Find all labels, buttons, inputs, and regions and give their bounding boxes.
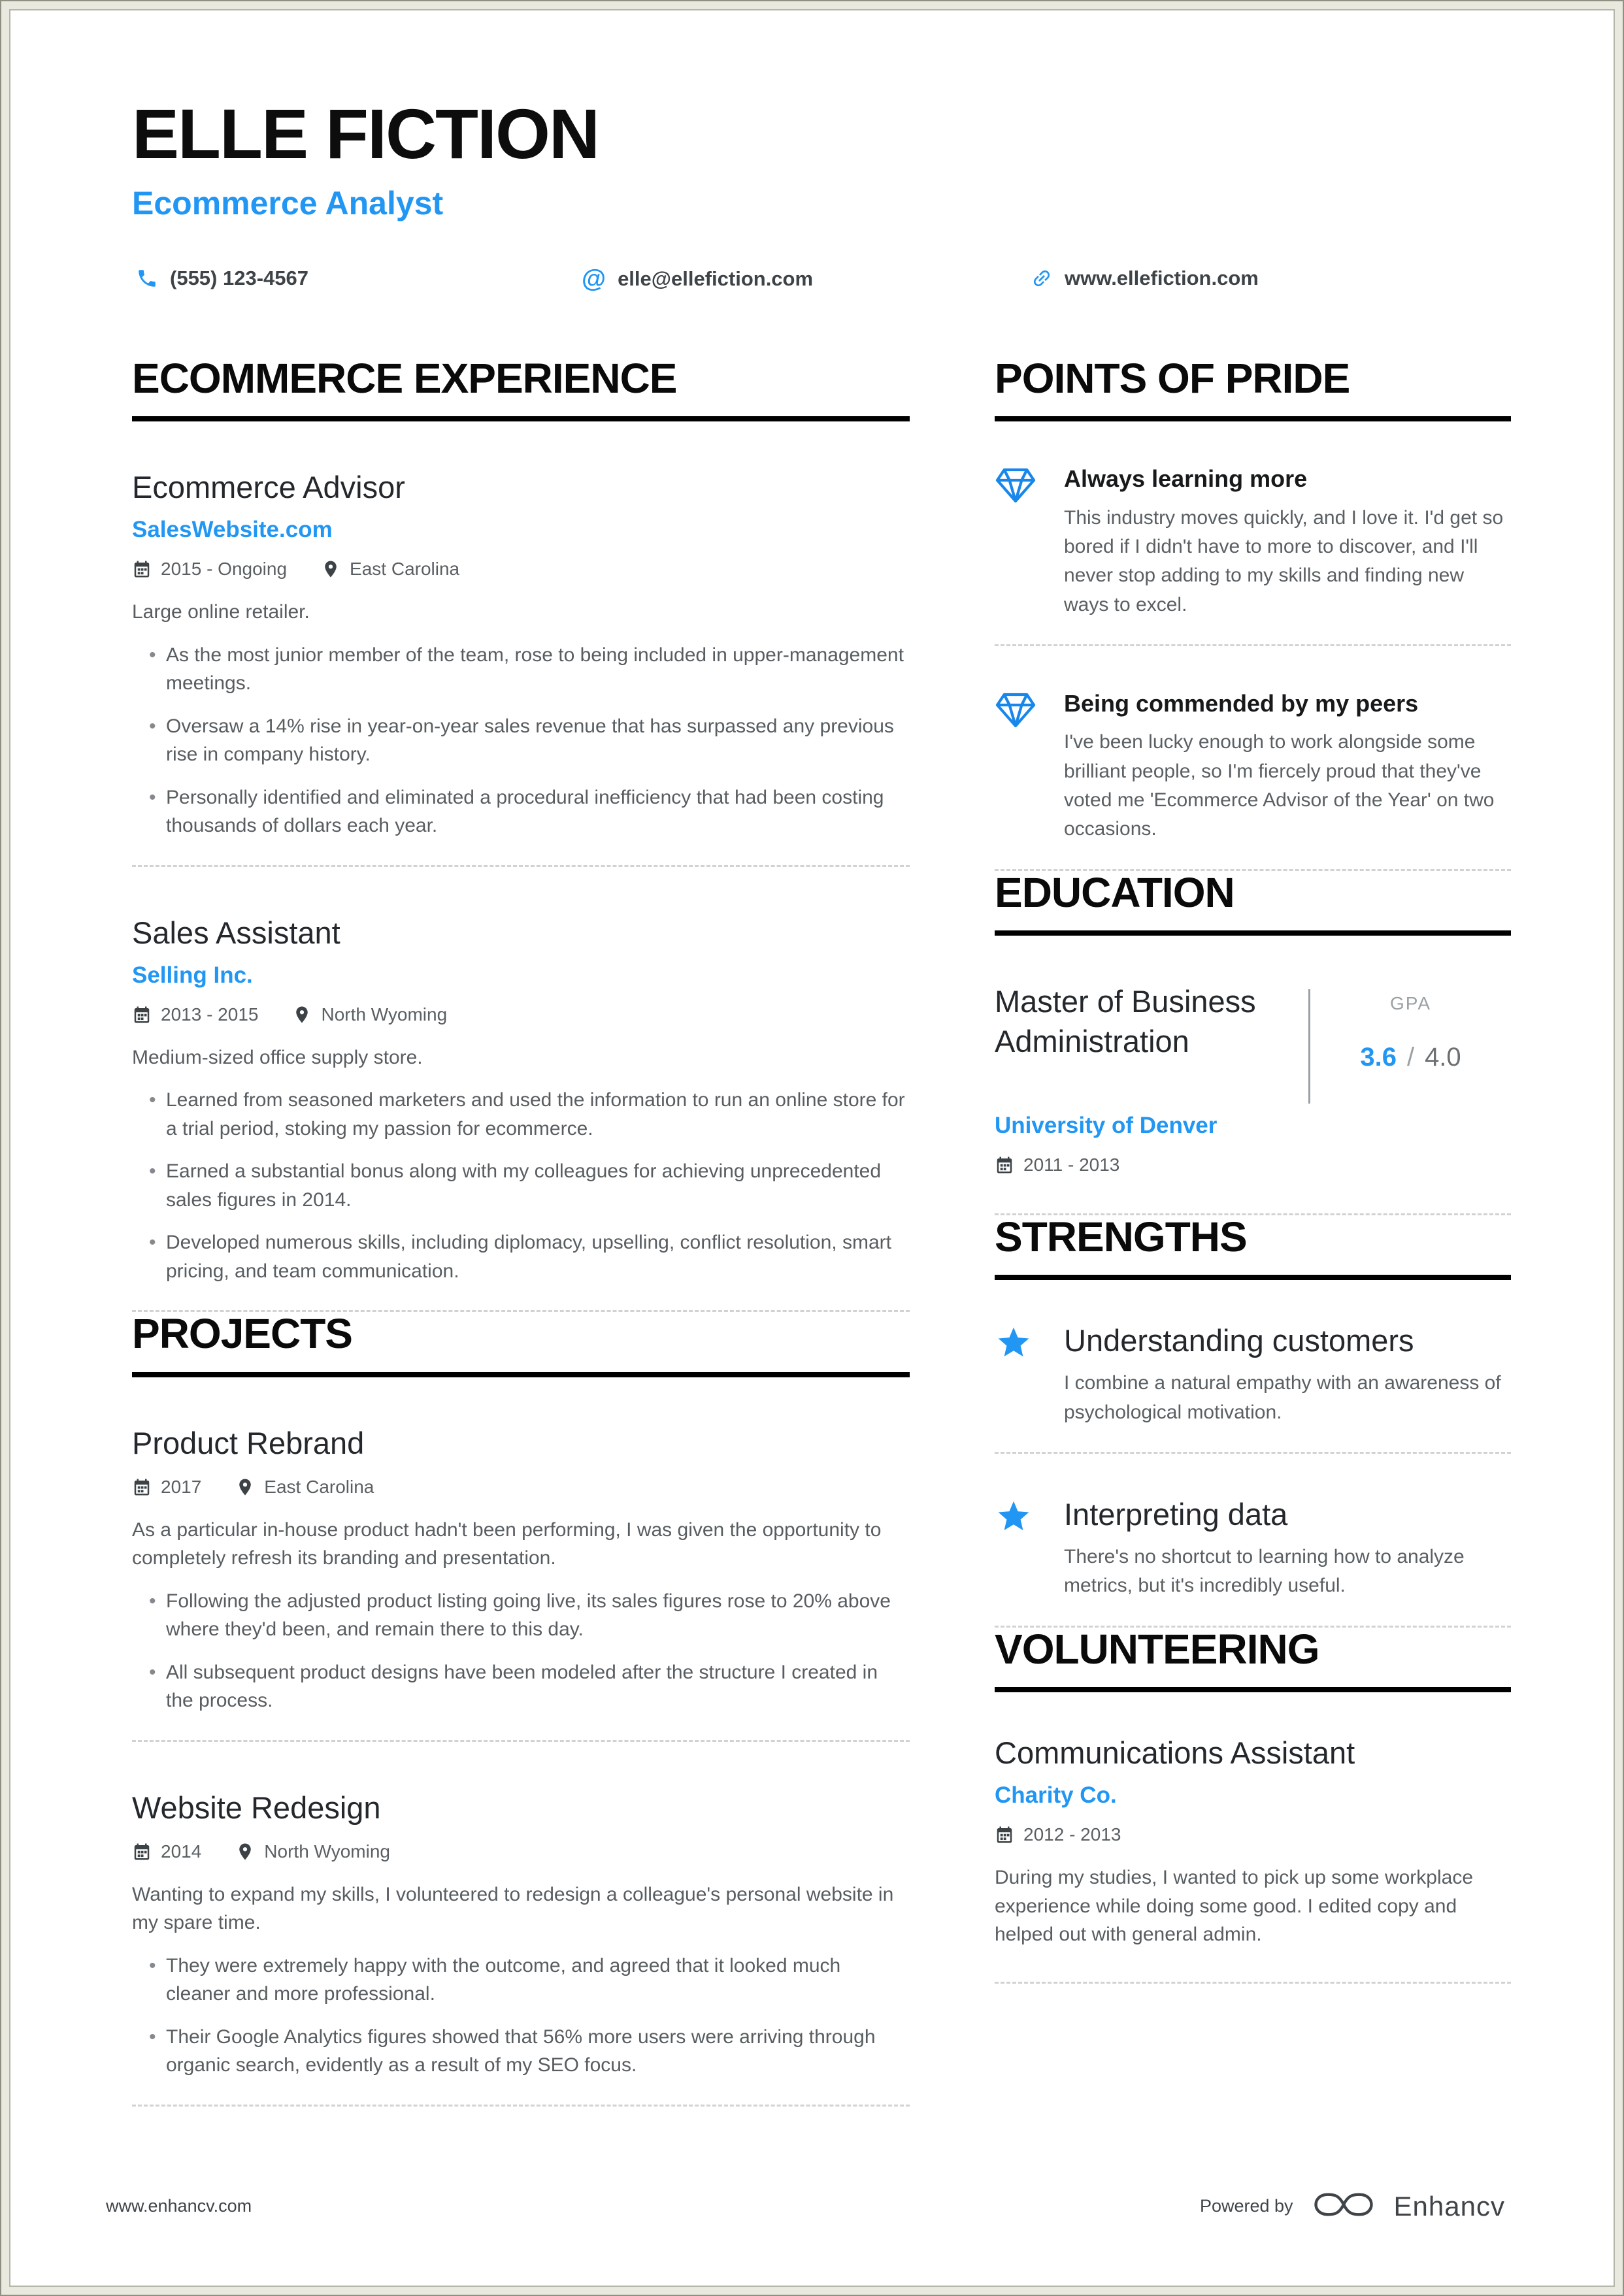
left-column [132, 357, 910, 2107]
strength-text: There's no shortcut to learning how to analyze metrics, but it's incredibly useful. [1064, 1546, 1465, 1597]
gpa-max: 4.0 [1425, 1043, 1461, 1072]
calendar-icon [995, 1825, 1014, 1845]
volunteering-meta [995, 1824, 1511, 1845]
volunteering-summary: During my studies, I wanted to pick up some workplace experience while doing some good. I edited copy and helped out with general admin. [995, 1867, 1473, 1946]
job-bullet: • Learned from seasoned marketers and used the information to run an online store for a trial period, stoking my passion for ecommerce. [132, 1086, 910, 1143]
pride-item-body [1064, 465, 1511, 619]
job-entry-sales-assistant [132, 915, 910, 1286]
project-summary: As a particular in-house product hadn't been performing, I was given the opportunity to completely refresh its branding and presentation. [132, 1518, 882, 1569]
strength-text: I combine a natural empathy with an awareness of psychological motivation. [1064, 1372, 1501, 1423]
volunteering-dates: 2012 - 2013 [1023, 1824, 1121, 1845]
project-title: Product Rebrand [132, 1425, 365, 1460]
project-bullet-list [132, 1952, 910, 2080]
job-bullet: • Personally identified and eliminated a procedural inefficiency that had been costing thousands of dollars each year. [132, 783, 910, 840]
project-meta [132, 1841, 910, 1862]
gpa-slash: / [1406, 1043, 1415, 1072]
job-location: North Wyoming [321, 1004, 448, 1025]
strength-item [995, 1497, 1511, 1601]
calendar-icon [132, 1842, 152, 1861]
entry-divider [995, 1452, 1511, 1454]
phone-contact [136, 267, 308, 290]
powered-by-block [1200, 2188, 1505, 2224]
volunteer-role: Communications Assistant [995, 1735, 1355, 1771]
pride-title: Always learning more [1064, 465, 1308, 493]
pride-title: Being commended by my peers [1064, 690, 1419, 717]
job-title: Ecommerce Advisor [132, 470, 405, 505]
resume-content [1, 1, 1623, 2107]
project-meta [132, 1477, 910, 1498]
calendar-icon [132, 559, 152, 579]
footer [106, 2188, 1505, 2224]
education-meta [995, 1155, 1511, 1175]
education-section-heading: EDUCATION [995, 871, 1511, 936]
two-column-layout [132, 357, 1515, 2107]
contact-row [132, 267, 1515, 299]
projects-section-heading: PROJECTS [132, 1312, 910, 1377]
project-bullet-list [132, 1587, 910, 1715]
job-location: East Carolina [350, 559, 460, 580]
gpa-label: GPA [1389, 993, 1432, 1014]
job-location-group [292, 1004, 447, 1025]
job-bullet-list [132, 641, 910, 840]
volunteering-entry [995, 1735, 1511, 1949]
school-link[interactable]: University of Denver [995, 1113, 1218, 1139]
project-entry-product-rebrand [132, 1426, 910, 1715]
pride-text: I've been lucky enough to work alongside some brilliant people, so I'm fiercely proud that they've voted me 'Ecommerce Advisor of the Year' on two occasions. [1064, 731, 1495, 840]
education-entry [995, 981, 1511, 1104]
project-summary: Wanting to expand my skills, I volunteered to redesign a colleague's personal website in my spare time. [132, 1883, 894, 1934]
location-pin-icon [235, 1842, 255, 1861]
project-title: Website Redesign [132, 1790, 381, 1825]
star-icon [995, 1497, 1064, 1601]
project-bullet: • Their Google Analytics figures showed that 56% more users were arriving through organic search, evidently as a result of my SEO focus. [132, 2023, 910, 2080]
diamond-icon [995, 689, 1064, 844]
location-pin-icon [321, 559, 340, 579]
project-location-group [235, 1477, 374, 1498]
job-summary: Medium-sized office supply store. [132, 1046, 423, 1068]
company-link[interactable]: Selling Inc. [132, 962, 253, 988]
project-bullet: • They were extremely happy with the outcome, and agreed that it looked much cleaner and more professional. [132, 1952, 910, 2009]
powered-by-label: Powered by [1199, 2196, 1293, 2216]
pride-section-heading: POINTS OF PRIDE [995, 357, 1511, 421]
pride-text: This industry moves quickly, and I love it. I'd get so bored if I didn't have to more to discover, and I'll never stop adding to my skills and finding new ways to excel. [1064, 506, 1504, 615]
project-dates: 2017 [161, 1476, 202, 1497]
job-meta [132, 1004, 910, 1025]
job-title: Sales Assistant [132, 915, 340, 950]
company-link[interactable]: SalesWebsite.com [132, 517, 333, 543]
pride-item-body [1064, 689, 1511, 844]
header [132, 94, 1515, 299]
entry-divider [132, 1740, 910, 1742]
job-bullet: • Earned a substantial bonus along with my colleagues for achieving unprecedented sales figures in 2014. [132, 1157, 910, 1214]
email-contact[interactable] [582, 267, 813, 291]
strengths-section-heading: STRENGTHS [995, 1215, 1511, 1280]
location-pin-icon [235, 1477, 255, 1497]
location-pin-icon [292, 1005, 312, 1025]
star-icon [995, 1323, 1064, 1427]
strength-title: Understanding customers [1064, 1323, 1414, 1358]
job-entry-ecommerce-advisor [132, 470, 910, 840]
strength-item-body [1064, 1497, 1511, 1601]
job-dates: 2015 - Ongoing [161, 559, 288, 580]
project-location-group [235, 1841, 390, 1862]
strength-item-body [1064, 1323, 1511, 1427]
pride-item [995, 689, 1511, 844]
enhancv-site-link[interactable]: www.enhancv.com [106, 2196, 252, 2216]
project-dates: 2014 [161, 1841, 202, 1861]
phone-number: (555) 123-4567 [170, 267, 308, 290]
link-icon [1031, 267, 1053, 289]
calendar-icon [132, 1005, 152, 1025]
calendar-icon [132, 1477, 152, 1497]
gpa-block [1310, 981, 1511, 1072]
project-bullet: • All subsequent product designs have been modeled after the structure I created in the process. [132, 1658, 910, 1715]
volunteering-section-heading: VOLUNTEERING [995, 1628, 1511, 1692]
entry-divider [995, 1982, 1511, 1984]
job-bullet: • As the most junior member of the team, rose to being included in upper-management meetings. [132, 641, 910, 698]
website-url[interactable]: www.ellefiction.com [1065, 267, 1259, 290]
website-contact[interactable] [1031, 267, 1259, 290]
enhancv-brand-name: Enhancv [1393, 2190, 1505, 2222]
strength-item [995, 1323, 1511, 1427]
enhancv-logo-icon [1310, 2188, 1377, 2224]
at-icon: @ [582, 265, 606, 293]
project-location: East Carolina [264, 1476, 374, 1497]
job-bullet-list [132, 1086, 910, 1285]
degree-title: Master of Business Administration [995, 984, 1256, 1059]
calendar-icon [995, 1155, 1014, 1175]
job-bullet: • Oversaw a 14% rise in year-on-year sales revenue that has surpassed any previous rise in company history. [132, 712, 910, 769]
project-entry-website-redesign [132, 1790, 910, 2080]
pride-item [995, 465, 1511, 619]
email-address[interactable]: elle@ellefiction.com [618, 267, 814, 291]
gpa-values [1310, 1043, 1511, 1072]
job-bullet: • Developed numerous skills, including diplomacy, upselling, conflict resolution, smart pricing, and team communication. [132, 1228, 910, 1285]
gpa-score: 3.6 [1360, 1043, 1397, 1072]
job-location-group [321, 559, 459, 580]
project-location: North Wyoming [264, 1841, 390, 1861]
volunteer-org-link[interactable]: Charity Co. [995, 1782, 1117, 1809]
experience-section-heading: ECOMMERCE EXPERIENCE [132, 357, 910, 421]
right-column [995, 357, 1511, 1983]
entry-divider [995, 644, 1511, 646]
strength-title: Interpreting data [1064, 1497, 1288, 1532]
person-name: ELLE FICTION [132, 94, 599, 173]
job-summary: Large online retailer. [132, 601, 310, 623]
entry-divider [132, 2105, 910, 2107]
project-bullet: • Following the adjusted product listing going live, its sales figures rose to 20% above where they'd been, and remain there to this day. [132, 1587, 910, 1644]
job-meta [132, 559, 910, 580]
phone-icon [136, 267, 158, 289]
education-dates: 2011 - 2013 [1023, 1155, 1120, 1175]
person-job-title: Ecommerce Analyst [132, 185, 444, 222]
diamond-icon [995, 465, 1064, 619]
job-dates: 2013 - 2015 [161, 1004, 259, 1025]
entry-divider [132, 865, 910, 867]
